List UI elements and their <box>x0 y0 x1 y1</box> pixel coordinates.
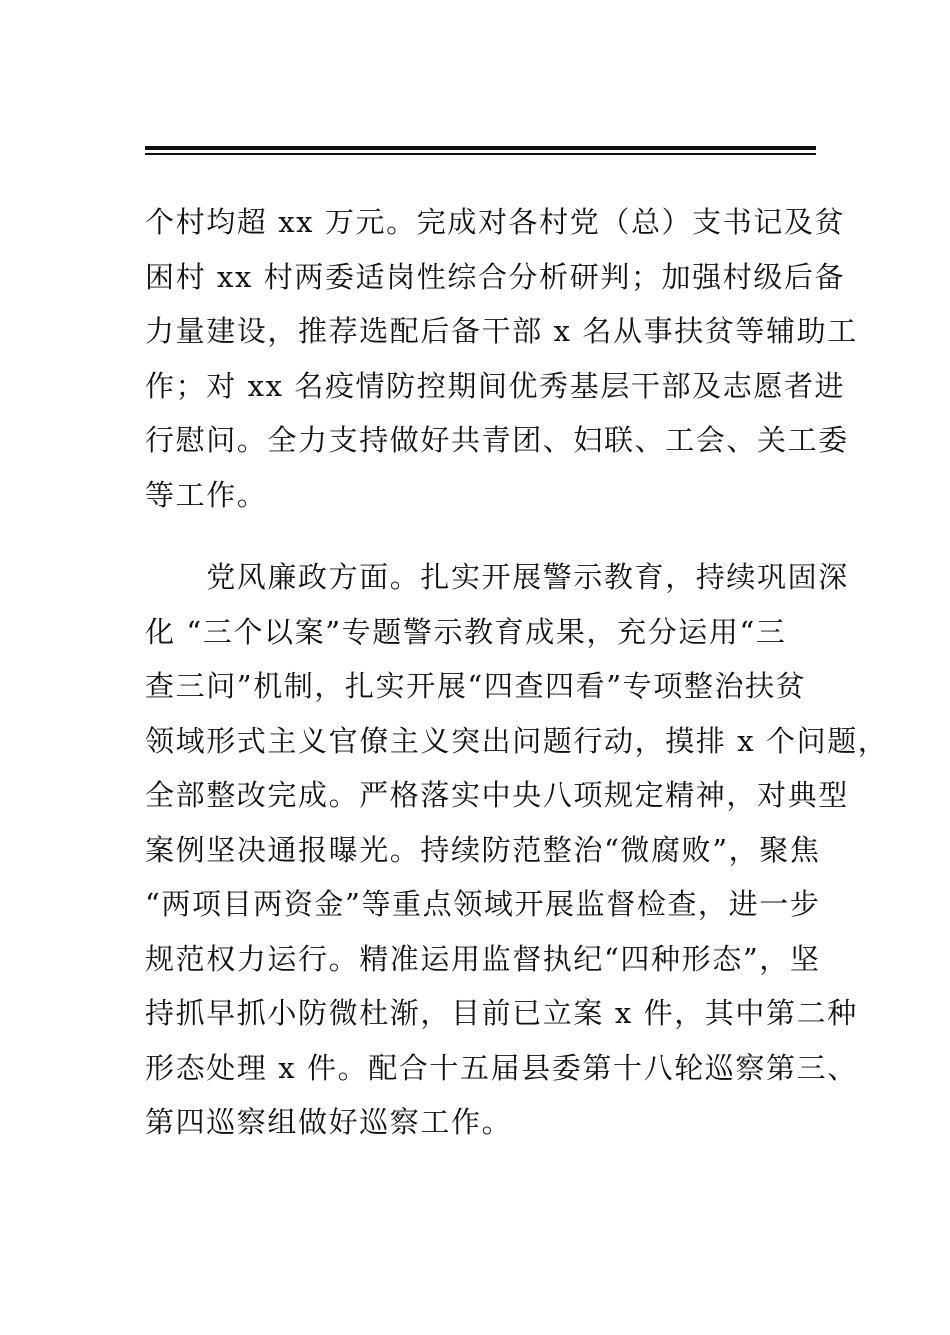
paragraph-spacer <box>145 522 835 550</box>
text-line: 第四巡察组做好巡察工作。 <box>145 1105 513 1139</box>
text-line: 案例坚决通报曝光。持续防范整治“微腐败”，聚焦 <box>145 832 821 867</box>
text-line: 规范权力运行。精准运用监督执纪“四种形态”，坚 <box>145 941 821 976</box>
text-line: 作；对 xx 名疫情防控期间优秀基层干部及志愿者进 <box>145 368 846 403</box>
text-line: “两项目两资金”等重点领域开展监督检查，进一步 <box>145 887 821 921</box>
header-rule-thick <box>145 146 816 150</box>
paragraph-2 <box>145 550 889 1150</box>
text-line: 领域形式主义官僚主义突出问题行动，摸排 x 个问题， <box>145 723 889 758</box>
text-line: 查三问”机制，扎实开展“四查四看”专项整治扶贫 <box>145 669 807 703</box>
header-rule-thin <box>145 153 816 155</box>
paragraph-1 <box>145 195 858 522</box>
text-line: 力量建设，推荐选配后备干部 x 名从事扶贫等辅助工 <box>145 314 858 348</box>
text-line: 形态处理 x 件。配合十五届县委第十八轮巡察第三、 <box>145 1050 858 1085</box>
text-line: 党风廉政方面。扎实开展警示教育，持续巩固深 <box>145 560 849 594</box>
text-line: 个村均超 xx 万元。完成对各村党（总）支书记及贫 <box>145 205 846 239</box>
text-line: 等工作。 <box>145 477 268 512</box>
text-line: 全部整改完成。严格落实中央八项规定精神，对典型 <box>145 778 849 812</box>
text-line: 持抓早抓小防微杜渐，目前已立案 x 件，其中第二种 <box>145 996 858 1030</box>
text-line: 化 “三个以案”专题警示教育成果，充分运用“三 <box>145 614 787 649</box>
text-line: 困村 xx 村两委适岗性综合分析研判；加强村级后备 <box>145 259 846 294</box>
text-line: 行慰问。全力支持做好共青团、妇联、工会、关工委 <box>145 423 849 457</box>
body-text <box>145 195 889 1150</box>
